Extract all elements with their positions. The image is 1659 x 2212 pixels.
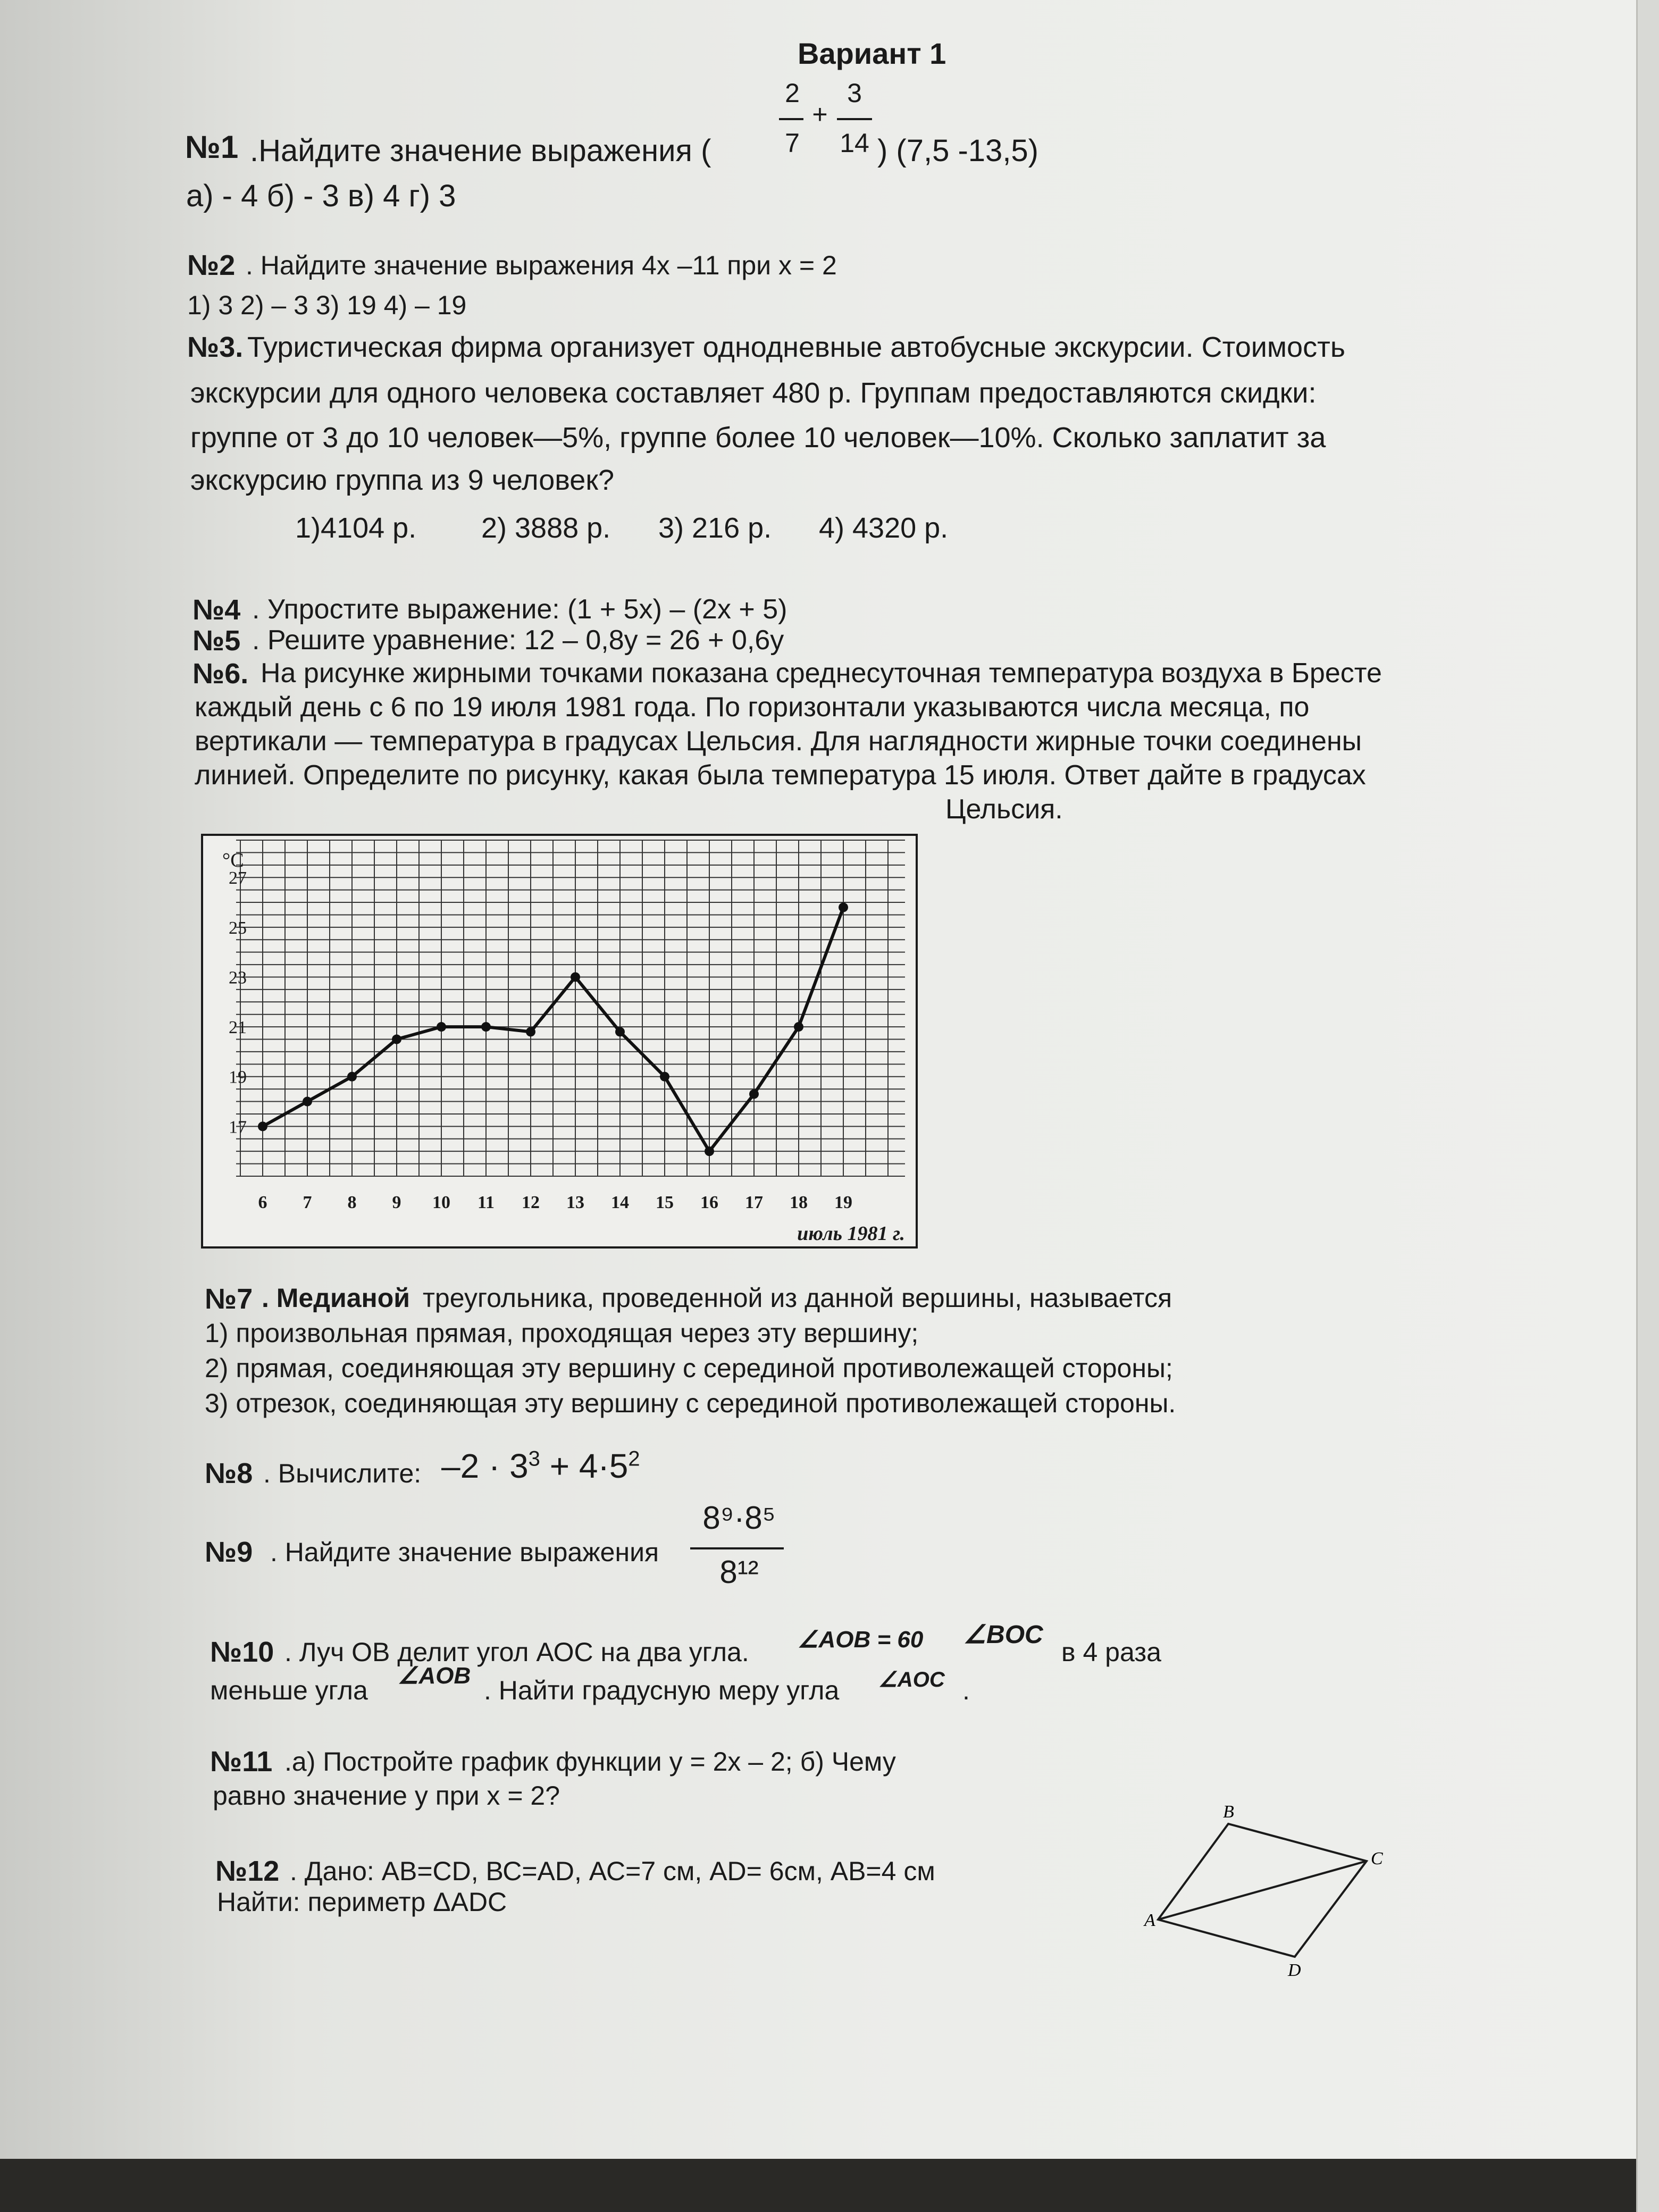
x-tick-label: 10 — [432, 1193, 450, 1212]
x-tick-label: 11 — [477, 1193, 495, 1212]
temperature-point — [839, 902, 848, 912]
q9-text: . Найдите значение выражения — [270, 1537, 659, 1567]
vertex-label-c: C — [1371, 1849, 1383, 1869]
temperature-chart — [201, 834, 918, 1249]
x-tick-label: 8 — [347, 1193, 357, 1212]
q9-numerator: 8⁹·8⁵ — [702, 1500, 776, 1536]
q12-line-2: Найти: периметр ΔАDC — [217, 1887, 507, 1917]
q8-term-a: –2 · 3 — [441, 1447, 529, 1485]
temperature-point — [437, 1022, 446, 1032]
temperature-point — [705, 1146, 714, 1156]
y-tick-label: 19 — [229, 1067, 247, 1087]
q5-text: . Решите уравнение: 12 – 0,8y = 26 + 0,6y — [252, 625, 784, 656]
vertex-label-b: B — [1223, 1802, 1234, 1822]
temperature-point — [749, 1090, 759, 1099]
q9-denominator: 8¹² — [719, 1554, 759, 1590]
x-axis-label: июль 1981 г. — [797, 1222, 905, 1245]
q10-end: . — [962, 1675, 970, 1705]
q10-number: №10 — [210, 1636, 274, 1668]
q10-angle-aob: ∠AOB — [398, 1663, 471, 1689]
q3-line-1: Туристическая фирма организует однодневные автобусные экскурсии. Стоимость — [247, 331, 1345, 363]
q2-number: №2 — [187, 249, 236, 281]
q1-number: №1 — [185, 129, 239, 165]
temperature-point — [258, 1121, 267, 1131]
q10-angle-boc: ∠BOC — [963, 1621, 1043, 1649]
x-tick-label: 17 — [745, 1193, 763, 1212]
q3-line-3: группе от 3 до 10 человек—5%, группе более 10 человек—10%. Сколько заплатит за — [190, 422, 1326, 454]
q6-line-3: вертикали — температура в градусах Цельсия. Для наглядности жирные точки соединены — [195, 726, 1362, 757]
temperature-point — [660, 1072, 669, 1082]
temperature-point — [347, 1072, 357, 1082]
temperature-point — [392, 1035, 401, 1044]
q2-options: 1) 3 2) – 3 3) 19 4) – 19 — [187, 290, 467, 320]
q8-exp-b: 2 — [628, 1447, 640, 1471]
q1-fraction-a-denominator: 7 — [785, 128, 800, 158]
vertex-label-a: A — [1144, 1911, 1155, 1930]
q7-text: треугольника, проведенной из данной вершины, называется — [423, 1283, 1172, 1313]
q6-line-5: Цельсия. — [945, 794, 1063, 825]
x-tick-label: 18 — [790, 1193, 808, 1212]
vertex-label-d: D — [1288, 1960, 1301, 1978]
page-title: Вариант 1 — [798, 37, 946, 70]
q10-angle-aob-60: ∠AOB = 60 — [798, 1627, 924, 1653]
y-tick-label: 21 — [229, 1018, 247, 1038]
q1-options: а) - 4 б) - 3 в) 4 г) 3 — [186, 179, 456, 213]
temperature-point — [615, 1027, 625, 1036]
y-tick-label: 27 — [229, 868, 247, 889]
q8-text: . Вычислите: — [263, 1459, 422, 1488]
q3-number: №3. — [187, 331, 244, 363]
q1-text: .Найдите значение выражения ( — [250, 133, 711, 168]
q12-number: №12 — [215, 1855, 280, 1887]
q10-line2-b: . Найти градусную меру угла — [484, 1675, 840, 1705]
diagonal-ac — [1158, 1861, 1367, 1920]
temperature-point — [571, 972, 580, 982]
q11-number: №11 — [210, 1746, 273, 1778]
q3-option-3: 3) 216 р. — [658, 512, 772, 544]
q3-line-2: экскурсии для одного человека составляет 480 р. Группам предоставляются скидки: — [190, 377, 1317, 409]
q6-line-4: линией. Определите по рисунку, какая была температура 15 июля. Ответ дайте в градусах — [195, 760, 1366, 791]
q9-number: №9 — [205, 1536, 253, 1568]
q6-line-2: каждый день с 6 по 19 июля 1981 года. По горизонтали указываются числа месяца, по — [195, 692, 1310, 723]
q2-text: . Найдите значение выражения 4x –11 при x = 2 — [246, 250, 837, 280]
q5-number: №5 — [192, 625, 241, 657]
temperature-point — [303, 1097, 312, 1107]
y-tick-label: 23 — [229, 968, 247, 988]
q6-line-1: На рисунке жирными точками показана среднесуточная температура воздуха в Бресте — [261, 658, 1382, 689]
q8-number: №8 — [205, 1457, 253, 1489]
q10-tail: в 4 раза — [1061, 1637, 1161, 1667]
x-tick-label: 15 — [656, 1193, 674, 1212]
q3-option-2: 2) 3888 р. — [481, 512, 611, 544]
q7-option-1: 1) произвольная прямая, проходящая через эту вершину; — [205, 1318, 919, 1348]
q1-fraction-b-denominator: 14 — [840, 128, 869, 158]
q4-number: №4 — [192, 594, 241, 626]
q3-line-4: экскурсию группа из 9 человек? — [190, 464, 615, 496]
q1-fraction-a-numerator: 2 — [785, 78, 800, 108]
y-axis-unit-label: °C — [222, 849, 244, 872]
q7-number: №7 — [205, 1283, 253, 1315]
q7-term: . Медианой — [262, 1283, 410, 1313]
q10-line2-a: меньше угла — [210, 1675, 368, 1705]
temperature-point — [481, 1022, 491, 1032]
q1-fraction-a-bar — [779, 118, 803, 120]
page-edge — [1636, 0, 1659, 2212]
x-tick-label: 12 — [522, 1193, 540, 1212]
q1-plus-sign: + — [812, 99, 828, 129]
q8-term-b: + 4·5 — [540, 1447, 629, 1485]
q9-fraction-bar — [690, 1547, 784, 1549]
temperature-point — [526, 1027, 535, 1036]
q8-expression — [441, 1446, 640, 1486]
q4-text: . Упростите выражение: (1 + 5x) – (2x + 5) — [252, 594, 787, 625]
q1-fraction-b-bar — [837, 118, 872, 120]
temperature-point — [794, 1022, 803, 1032]
x-tick-label: 14 — [611, 1193, 629, 1212]
q8-exp-a: 3 — [528, 1447, 540, 1471]
temperature-chart-svg — [203, 836, 916, 1246]
q1-fraction-b-numerator: 3 — [847, 78, 862, 108]
q11-line-1: .а) Постройте график функции у = 2х – 2; б) Чему — [284, 1747, 896, 1777]
q10-angle-aoc: ∠AOC — [878, 1668, 945, 1691]
parallelogram-diagram — [1143, 1797, 1409, 1978]
q12-line-1: . Дано: АВ=СD, ВС=АD, АС=7 см, АD= 6см, АВ=4 см — [290, 1856, 935, 1886]
x-tick-label: 19 — [834, 1193, 852, 1212]
x-tick-label: 9 — [392, 1193, 401, 1212]
x-tick-label: 7 — [303, 1193, 312, 1212]
x-tick-label: 6 — [258, 1193, 267, 1212]
x-tick-label: 13 — [566, 1193, 584, 1212]
y-tick-label: 25 — [229, 918, 247, 938]
q3-option-1: 1)4104 р. — [295, 512, 417, 544]
q7-option-3: 3) отрезок, соединяющая эту вершину с серединой противолежащей стороны. — [205, 1388, 1176, 1418]
x-tick-label: 16 — [700, 1193, 718, 1212]
q10-text: . Луч ОВ делит угол АОС на два угла. — [284, 1637, 749, 1667]
y-tick-label: 17 — [229, 1117, 247, 1137]
chart-labels — [222, 849, 905, 1245]
q1-tail: ) (7,5 -13,5) — [877, 133, 1038, 168]
q7-option-2: 2) прямая, соединяющая эту вершину с серединой противолежащей стороны; — [205, 1353, 1173, 1383]
q6-number: №6. — [192, 658, 249, 690]
q3-option-4: 4) 4320 р. — [819, 512, 949, 544]
q11-line-2: равно значение у при х = 2? — [213, 1781, 560, 1811]
